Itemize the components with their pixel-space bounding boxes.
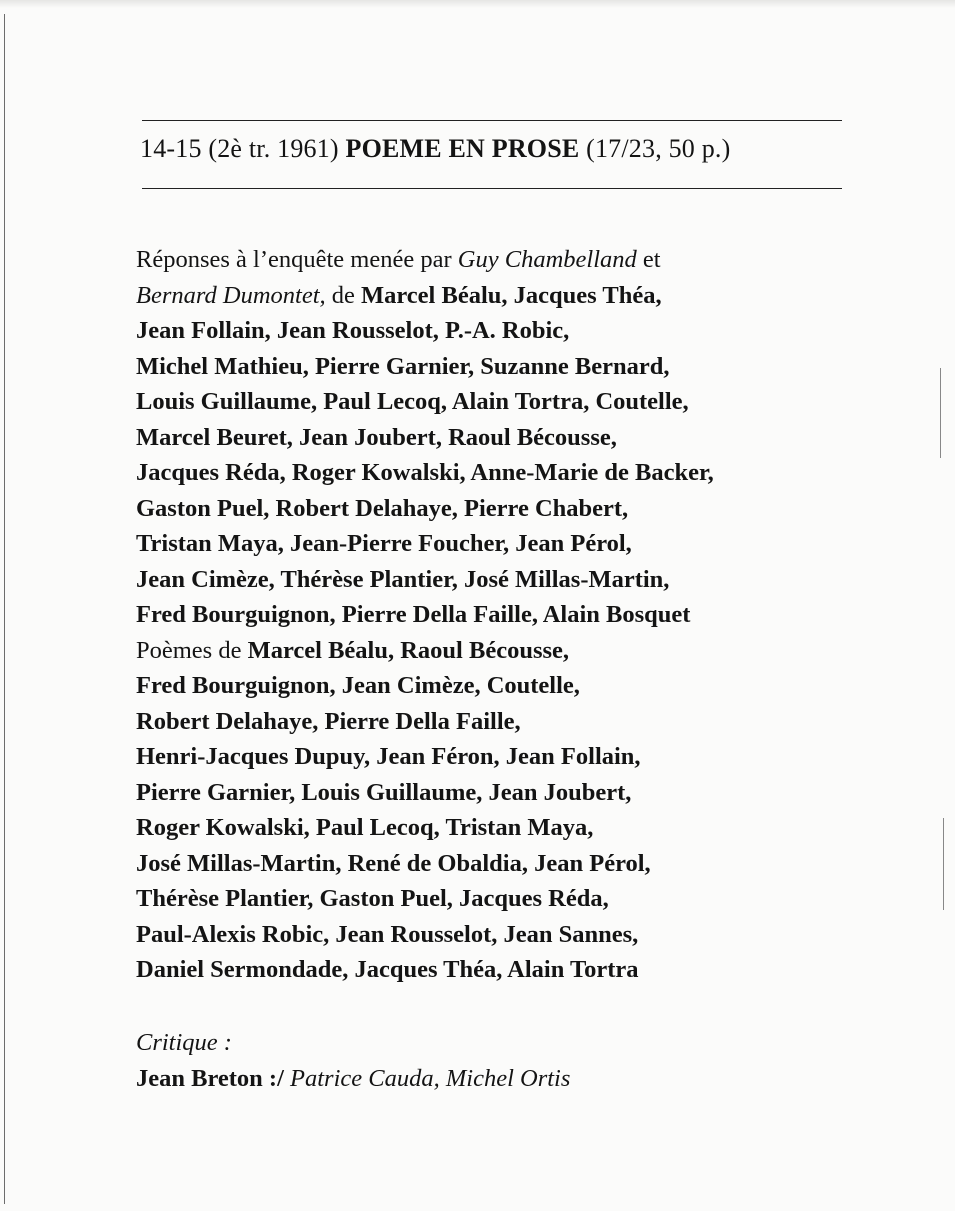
- responses-intro: Réponses à l’enquête menée par: [136, 246, 452, 273]
- contributor-line: Louis Guillaume, Paul Lecoq, Alain Tortra, Coutelle,: [136, 388, 689, 415]
- issue-date: (2è tr. 1961): [208, 134, 339, 163]
- poet-line: Pierre Garnier, Louis Guillaume, Jean Joubert,: [136, 778, 632, 806]
- editor-name: Guy Chambelland: [457, 246, 637, 273]
- critique-section: [136, 1025, 570, 1096]
- responses-intro-line: [136, 242, 714, 278]
- poet-names: Marcel Béalu, Raoul Bécousse,: [247, 636, 570, 664]
- critique-subjects: Patrice Cauda, Michel Ortis: [290, 1064, 571, 1092]
- contributor-line: Jacques Réda, Roger Kowalski, Anne-Marie de Backer,: [136, 459, 714, 486]
- conjunction: et: [642, 246, 661, 273]
- poet-line: Daniel Sermondade, Jacques Théa, Alain Tortra: [136, 956, 639, 983]
- contents-block: [136, 242, 714, 988]
- contributor-line: Fred Bourguignon, Pierre Della Faille, Alain Bosquet: [136, 601, 691, 628]
- scan-margin-mark: [943, 818, 944, 910]
- critique-label: Critique :: [136, 1029, 232, 1056]
- poems-intro-line: [136, 633, 714, 669]
- poet-line: Roger Kowalski, Paul Lecoq, Tristan Maya,: [136, 814, 594, 841]
- editor-name: Bernard Dumontet,: [136, 281, 326, 309]
- issue-title: POEME EN PROSE: [345, 134, 580, 163]
- poet-line: José Millas-Martin, René de Obaldia, Jean Pérol,: [136, 849, 651, 877]
- bottom-rule: [142, 188, 842, 190]
- contributor-line: Tristan Maya, Jean-Pierre Foucher, Jean Pérol,: [136, 530, 632, 557]
- critique-author: Jean Breton :/: [136, 1064, 284, 1092]
- contributor-line: Michel Mathieu, Pierre Garnier, Suzanne Bernard,: [136, 352, 670, 380]
- poems-label: Poèmes de: [136, 636, 242, 664]
- poet-line: Paul-Alexis Robic, Jean Rousselot, Jean Sannes,: [136, 920, 639, 948]
- issue-heading: [140, 134, 730, 164]
- poet-line: Thérèse Plantier, Gaston Puel, Jacques Réda,: [136, 885, 609, 912]
- poet-line: Robert Delahaye, Pierre Della Faille,: [136, 707, 521, 735]
- poet-line: Henri-Jacques Dupuy, Jean Féron, Jean Follain,: [136, 743, 641, 770]
- scan-margin-mark: [940, 368, 941, 458]
- responses-editor-line: [136, 278, 714, 314]
- top-rule: [142, 120, 842, 122]
- critique-line: [136, 1061, 570, 1097]
- contributor-line: Gaston Puel, Robert Delahaye, Pierre Chabert,: [136, 494, 629, 522]
- issue-format: (17/23, 50 p.): [586, 134, 731, 163]
- poet-line: Fred Bourguignon, Jean Cimèze, Coutelle,: [136, 672, 580, 699]
- contributor-line: Jean Cimèze, Thérèse Plantier, José Millas-Martin,: [136, 565, 670, 593]
- contributor-line: Jean Follain, Jean Rousselot, P.-A. Robic,: [136, 317, 570, 344]
- preposition: de: [331, 281, 355, 309]
- scan-top-shadow: [0, 0, 955, 8]
- contributor-line: Marcel Beuret, Jean Joubert, Raoul Bécousse,: [136, 423, 617, 451]
- contributor-names: Marcel Béalu, Jacques Théa,: [361, 281, 662, 309]
- issue-number: 14-15: [140, 134, 202, 163]
- scan-left-edge: [4, 14, 5, 1204]
